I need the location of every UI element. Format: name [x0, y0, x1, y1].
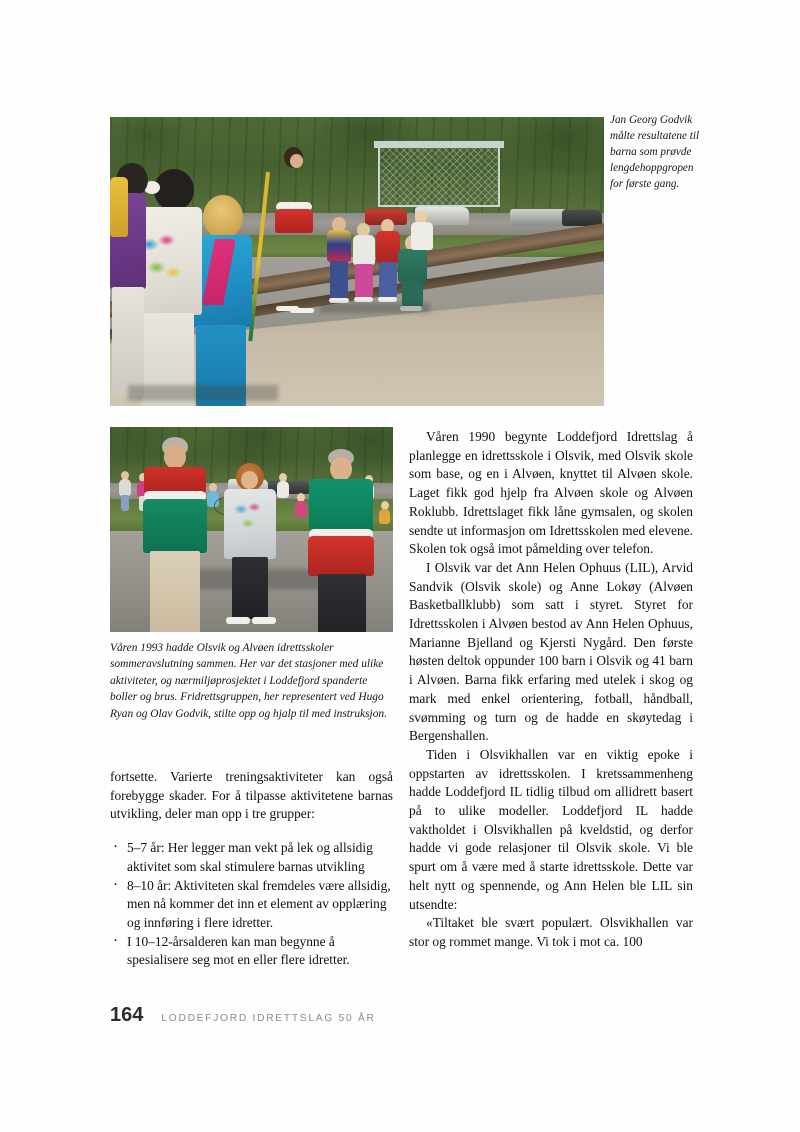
- page-number: 164: [110, 1004, 144, 1026]
- jacket-pattern: [232, 499, 268, 533]
- right-column-paragraph-3: Tiden i Olsvikhallen var en viktig epoke i oppstarten av idrettsskolen. I kretssammenheng hadde Loddefjord IL tidlig tilbud om allidrett basert på to ulike modeller. Loddefjord IL hadde vaktholdet i Olsvikhallen på kveldstid, og derfor hadde vi gode relasjoner til Olsvik skole. Vi ble spurt om å være med å starte idrettsskole. Dette var helt nytt og spennende, og Ann Helen ble LIL sin utsendte:: [409, 746, 693, 912]
- background-child-1: [118, 471, 132, 513]
- person-measuring: [262, 147, 332, 357]
- photo-top-scene: [110, 117, 604, 406]
- face: [330, 457, 352, 481]
- right-column-paragraph-4: «Tiltaket ble svært populært. Olsvikhallen var stor og rommet mange. Vi tok i mot ca. 100: [409, 915, 693, 949]
- list-item: · 5–7 år: Her legger man vekt på lek og allsidig aktivitet som skal stimulere barnas utvikling: [110, 839, 393, 876]
- top-photo-caption: Jan Georg Godvik målte resultatene til barna som prøvde lengdehoppgropen for første gang.: [610, 114, 700, 191]
- jacket-green-body: [143, 499, 207, 553]
- legs: [121, 495, 129, 511]
- trousers-pink: [355, 264, 373, 298]
- face: [241, 471, 258, 489]
- list-item: · I 10–12-årsalderen kan man begynne å spesialisere seg mot en eller flere idretter.: [110, 933, 393, 970]
- photo-long-jump-measuring: [110, 117, 604, 406]
- trousers-dark: [232, 557, 268, 619]
- left-text-column: [110, 768, 393, 970]
- ground-shadow-center: [320, 303, 430, 313]
- top: [119, 479, 131, 496]
- face: [164, 445, 186, 469]
- jacket-red-body: [308, 536, 374, 576]
- child-group-2: [352, 223, 376, 305]
- jacket-multicolor: [327, 230, 351, 262]
- right-column-paragraph-1: Våren 1990 begynte Loddefjord Idrettslag å planlegge en idrettsskole i Olsvik, med Olsvik skole som base, og en i Alvøen, knyttet til Alvøen skole. Laget fikk god hjelp fra Alvøen skole og Alvøen Roklubb. Idrettslaget fikk låne gymsalen, og skolen sendte ut informasjon om Idrettsskolen med elevene. Skolen tok også imot påmelding over telefon.: [409, 429, 693, 557]
- background-child-7: [378, 501, 391, 537]
- goal-crossbar: [374, 141, 504, 148]
- photo-mid-scene: [110, 427, 393, 632]
- shoe: [378, 297, 397, 302]
- trousers: [330, 261, 348, 299]
- right-column-paragraph-2: I Olsvik var det Ann Helen Ophuus (LIL), Arvid Sandvik (Olsvik skole) og Anne Lokøy (Alvøen Basketballklubb) som satt i styret. Styret for Idrettsskolen i Alvøen bestod av Ann Helen Ophuus, Marianne Bjelland og Kjersti Nygård. Den første høsten deltok oppunder 100 barn i Olsvik og 41 barn i Alvøen. Barna fikk erfaring med utelek i skog og mark med enkel orientering, fotball, håndball, svømming og turn og de hadde en skøytedag i Bergenshallen.: [409, 559, 693, 744]
- trousers: [112, 287, 144, 397]
- child-group-1: [326, 217, 352, 305]
- page-footer: [110, 1004, 376, 1027]
- middle-photo-caption: Våren 1993 hadde Olsvik og Alvøen idrettsskoler sommeravslutning sammen. Her var det stasjoner med ulike aktiviteter, og nærmiljøprosjektet i Loddefjord spanderte boller og brus. Fridrettsgruppen, her representert ved Hugo Ryan og Olav Godvik, stilte opp og hjalp til med instruksjon.: [110, 642, 387, 720]
- jacket-green-shoulder: [309, 479, 373, 531]
- jacket-white: [353, 235, 375, 265]
- shoe: [354, 297, 373, 302]
- ground-shadow-left: [128, 385, 278, 401]
- training-groups-list: [110, 839, 393, 970]
- man-left-tracksuit: [138, 437, 214, 632]
- shoe-right: [290, 308, 314, 313]
- parked-car-grey: [510, 209, 568, 226]
- goal-net: [378, 145, 500, 207]
- left-column-paragraph: fortsette. Varierte treningsaktiviteter kan også forebygge skader. For å tilpasse aktivitetene barnas utvikling, deler man opp i tre grupper:: [110, 769, 393, 822]
- child-background-right: [410, 211, 434, 271]
- top: [379, 509, 390, 524]
- trousers-dark: [318, 574, 366, 632]
- jacket-red-shoulder: [144, 467, 206, 493]
- man-right-tracksuit: [306, 449, 378, 632]
- trousers-beige: [150, 551, 200, 632]
- right-text-column: [409, 428, 693, 952]
- woman-center-light-jacket: [220, 463, 282, 627]
- jacket-yellow: [110, 177, 128, 237]
- running-head: LODDEFJORD IDRETTSLAG 50 ÅR: [161, 1013, 376, 1024]
- photo-three-adults-tracksuits: [110, 427, 393, 632]
- trousers: [379, 262, 397, 298]
- shoe-left: [226, 617, 250, 624]
- jeans: [279, 232, 310, 308]
- jacket-red: [376, 231, 400, 263]
- jacket-red: [275, 209, 313, 233]
- jacket-green: [276, 166, 312, 204]
- list-item: · 8–10 år: Aktiviteten skal fremdeles være allsidig, men nå kommer det inn et element av opplæring og innføring i flere idretter.: [110, 877, 393, 933]
- shoe-right: [252, 617, 276, 624]
- jacket-white: [411, 222, 433, 250]
- girl-yellow-far-left: [110, 177, 130, 297]
- hair-dark: [154, 169, 194, 211]
